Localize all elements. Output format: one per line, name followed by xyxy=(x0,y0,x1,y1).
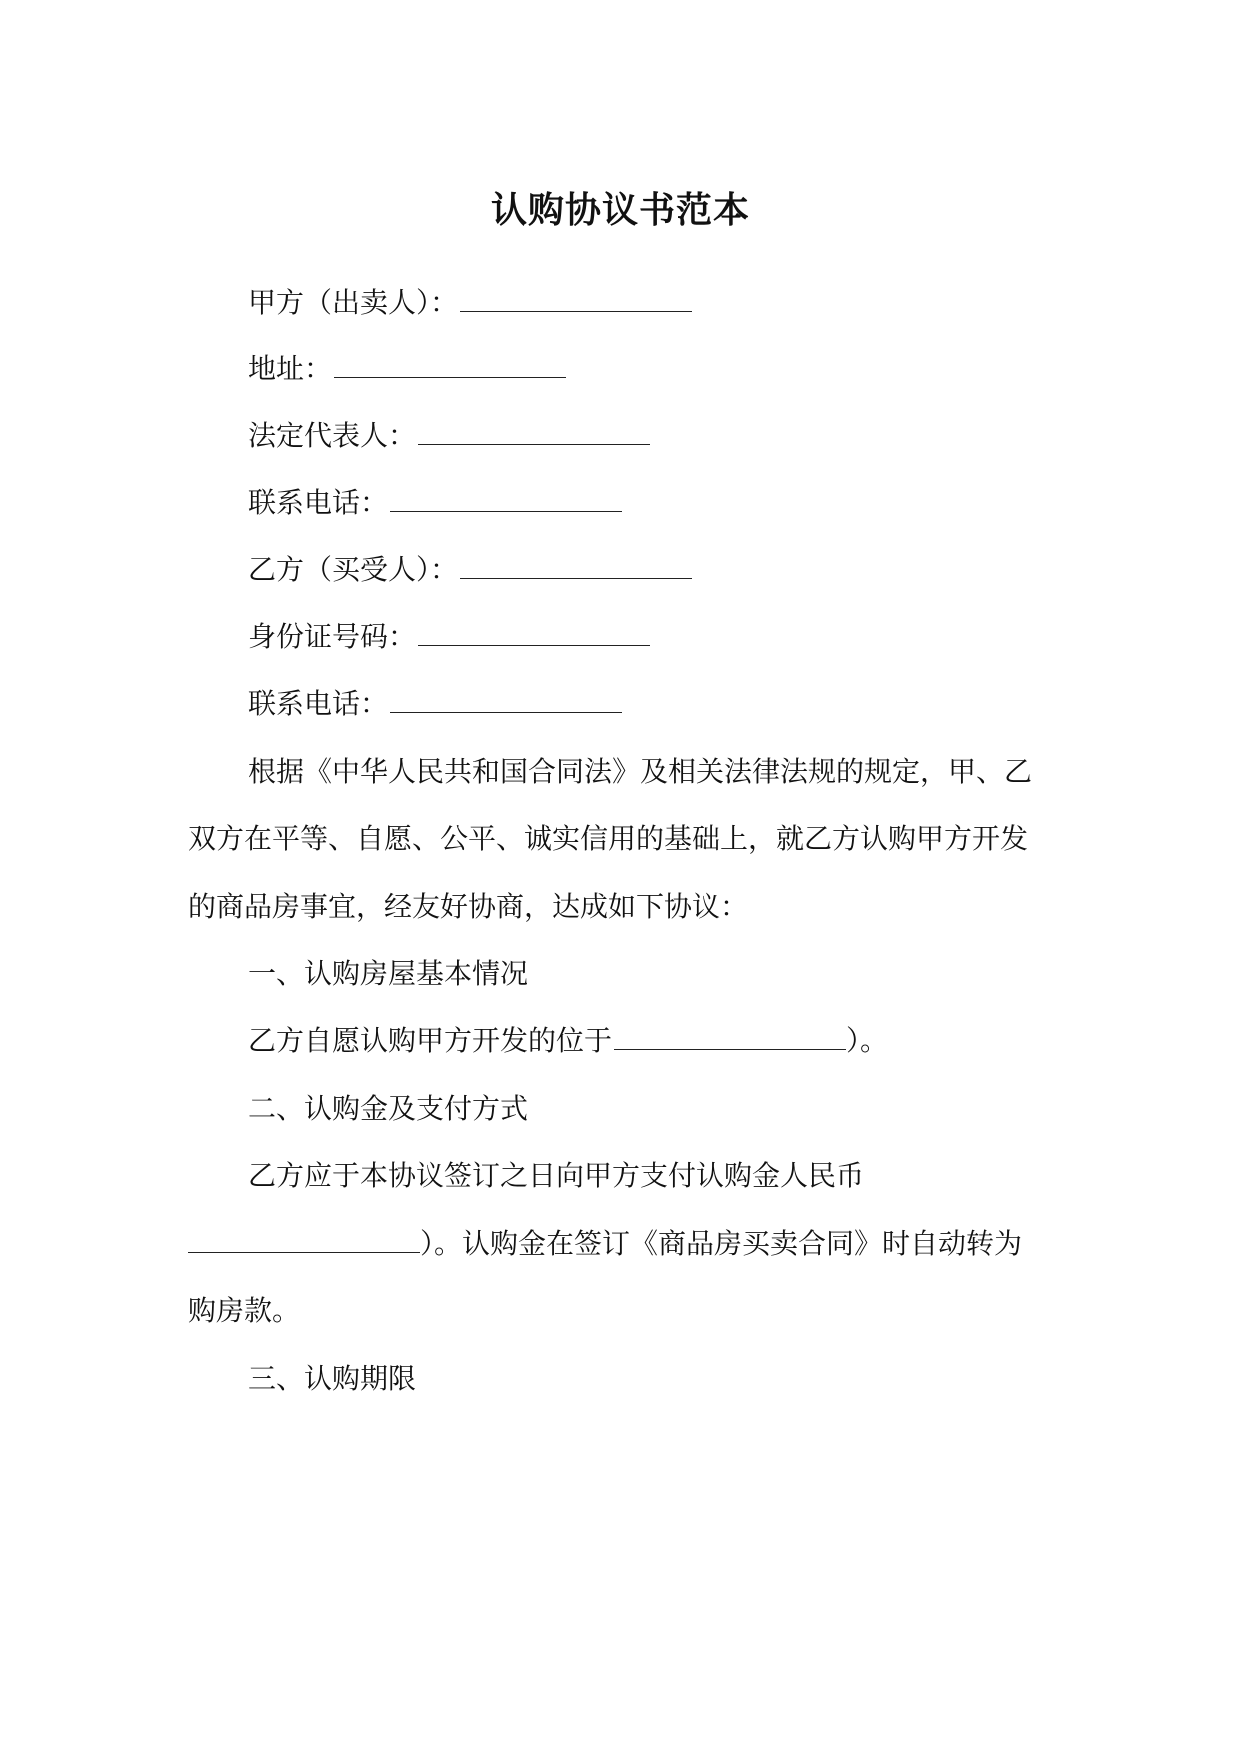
section-1-heading: 一、认购房屋基本情况 xyxy=(248,957,529,990)
phone-a-blank[interactable] xyxy=(390,485,622,512)
legal-rep-blank[interactable] xyxy=(418,418,650,445)
phone-b-line xyxy=(248,684,622,724)
party-a-blank[interactable] xyxy=(460,285,692,312)
document-title: 认购协议书范本 xyxy=(490,189,750,231)
phone-a-line xyxy=(248,483,622,523)
section-2-line-2 xyxy=(188,1224,1022,1264)
section-1-text xyxy=(248,1021,888,1061)
legal-rep-line xyxy=(248,416,650,456)
section-1-suffix: ）。 xyxy=(846,1024,889,1057)
section-1-prefix: 乙方自愿认购甲方开发的位于 xyxy=(248,1024,613,1057)
phone-b-blank[interactable] xyxy=(390,686,622,713)
section-2-line-3: 购房款。 xyxy=(188,1294,301,1327)
intro-line-1: 根据《中华人民共和国合同法》及相关法律法规的规定，甲、乙 xyxy=(248,755,1033,788)
party-b-blank[interactable] xyxy=(460,552,692,579)
id-number-blank[interactable] xyxy=(418,619,650,646)
section-2-line-2-suffix: ）。认购金在签订《商品房买卖合同》时自动转为 xyxy=(420,1227,1023,1260)
phone-b-label: 联系电话： xyxy=(248,687,389,720)
party-b-label: 乙方（买受人）： xyxy=(248,553,459,586)
party-a-label: 甲方（出卖人）： xyxy=(248,286,459,319)
id-number-line xyxy=(248,617,650,657)
intro-line-3: 的商品房事宜，经友好协商，达成如下协议： xyxy=(188,890,749,923)
amount-blank[interactable] xyxy=(188,1226,420,1253)
section-2-line-1: 乙方应于本协议签订之日向甲方支付认购金人民币 xyxy=(248,1159,865,1192)
location-blank[interactable] xyxy=(614,1023,846,1050)
address-label: 地址： xyxy=(248,352,333,385)
id-number-label: 身份证号码： xyxy=(248,620,417,653)
section-2-heading: 二、认购金及支付方式 xyxy=(248,1092,529,1125)
section-3-heading: 三、认购期限 xyxy=(248,1362,417,1395)
phone-a-label: 联系电话： xyxy=(248,486,389,519)
party-b-line xyxy=(248,550,692,590)
intro-line-2: 双方在平等、自愿、公平、诚实信用的基础上，就乙方认购甲方开发 xyxy=(188,822,1029,855)
legal-rep-label: 法定代表人： xyxy=(248,419,417,452)
party-a-line xyxy=(248,283,692,323)
address-line xyxy=(248,349,566,389)
address-blank[interactable] xyxy=(334,351,566,378)
